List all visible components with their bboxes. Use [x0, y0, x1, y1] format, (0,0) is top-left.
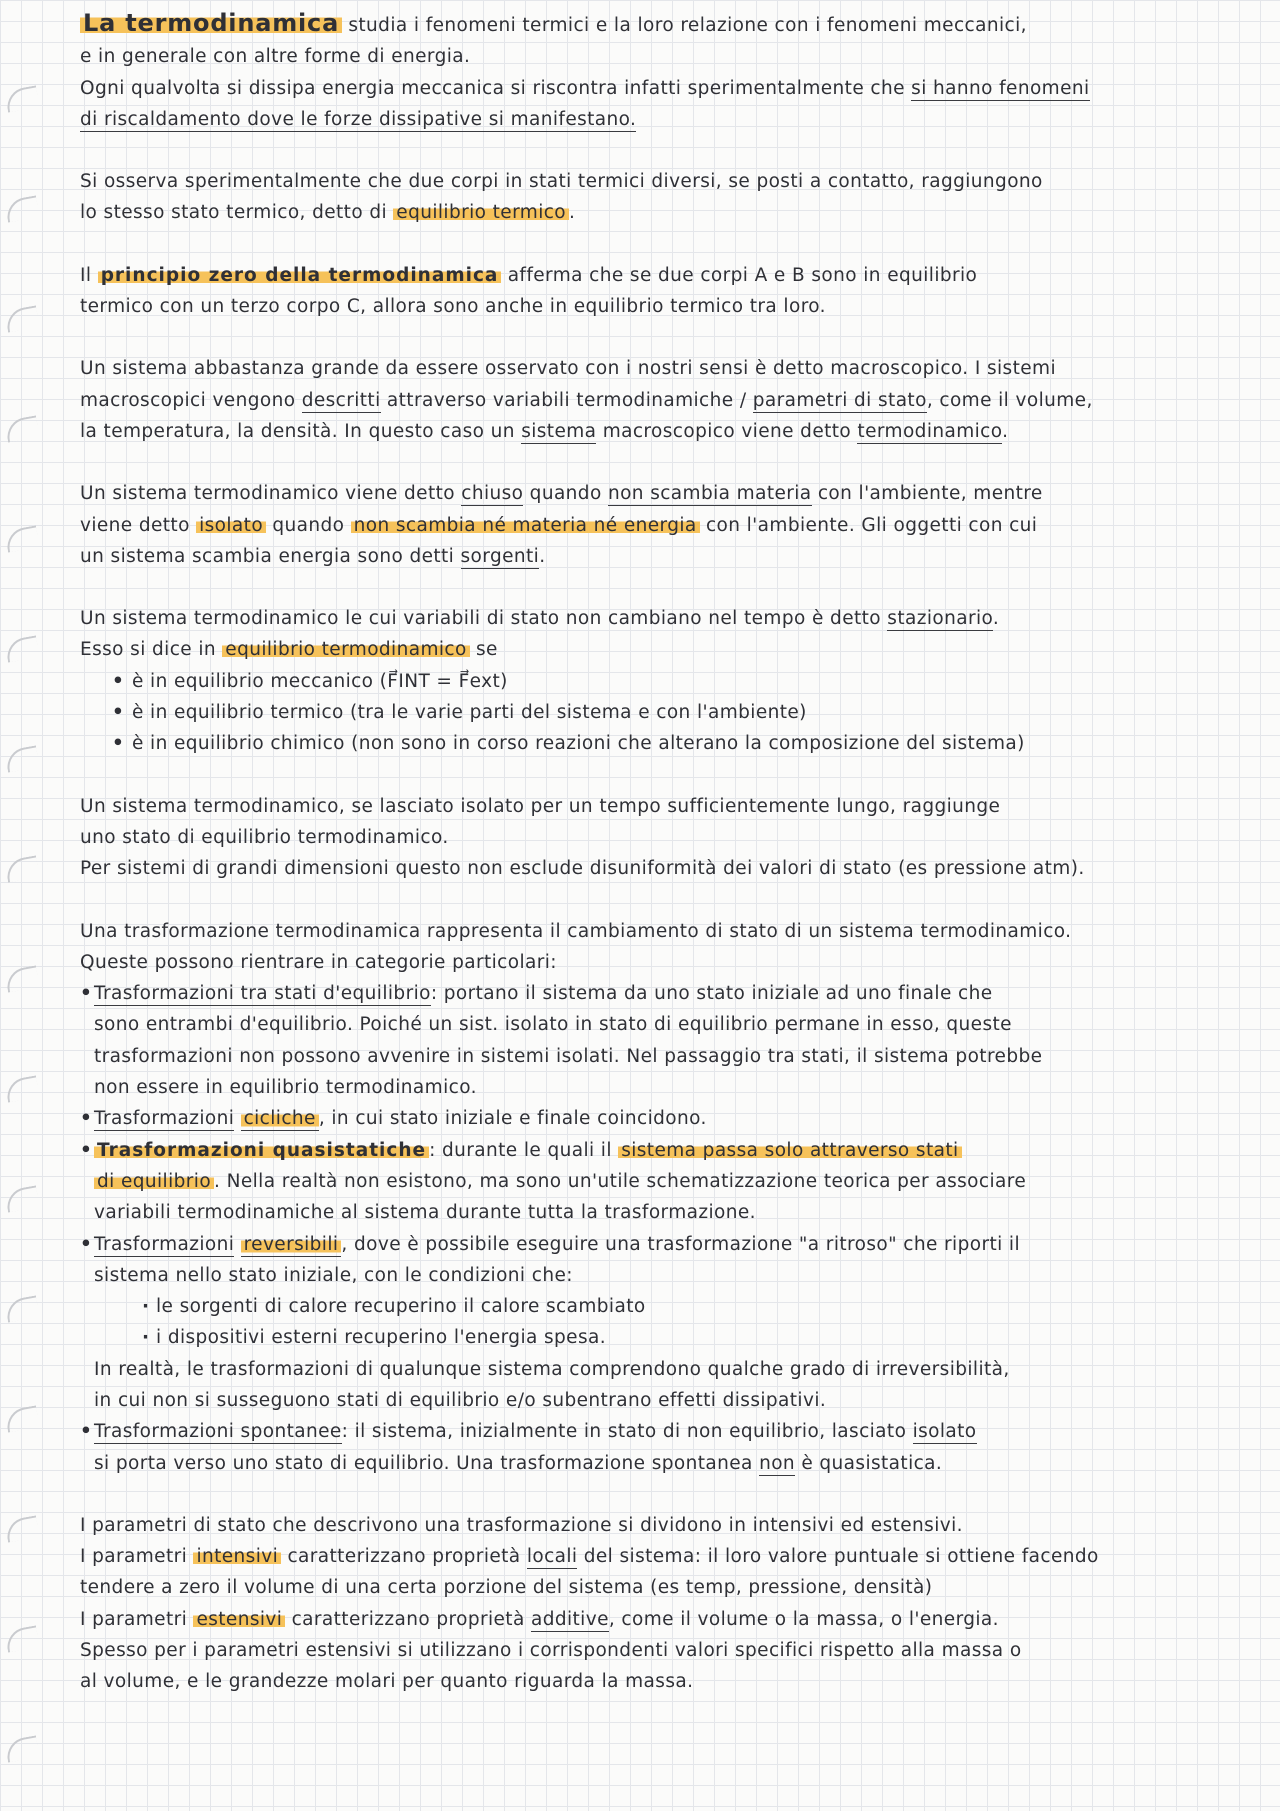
binding-ring: [4, 525, 39, 552]
binding-ring: [4, 305, 39, 332]
binding-ring: [4, 855, 39, 882]
binding-ring: [4, 745, 39, 772]
transformations-list: [80, 978, 1240, 1479]
list-item: · le sorgenti di calore recuperino il calore scambiato: [94, 1291, 1240, 1322]
binding-ring: [4, 1075, 39, 1102]
binding-ring: [4, 965, 39, 992]
notebook-binding: [0, 0, 60, 1811]
equilibrium-conditions-list: [80, 666, 1240, 760]
stationary-paragraph: Un sistema termodinamico le cui variabili di stato non cambiano nel tempo è detto stazionario. Esso si dice in equilibrio termodinamico se • è in equilibrio meccanico (F⃗INT = F⃗ext) • è in equilibrio termico (tra le varie parti del sistema e con l'ambiente) • è in equilibrio chimico (non sono in corso reazioni che alterano la composizione del sistema): [80, 603, 1240, 759]
page-title: La termodinamica: [80, 9, 342, 37]
binding-ring: [4, 195, 39, 222]
notes-page: [80, 8, 1240, 1798]
list-item: • è in equilibrio meccanico (F⃗INT = F⃗ext): [80, 666, 1240, 697]
binding-ring: [4, 1515, 39, 1542]
list-item: • Trasformazioni tra stati d'equilibrio: portano il sistema da uno stato iniziale ad uno finale che sono entrambi d'equilibrio. Poiché un sist. isolato in stato di equilibrio permane in esso, queste trasformazioni non possono avvenire in sistemi isolati. Nel passaggio tra stati, il sistema potrebbe non essere in equilibrio termodinamico.: [80, 978, 1240, 1103]
parameters-paragraph: I parametri di stato che descrivono una trasformazione si dividono in intensivi ed estensivi. I parametri intensivi caratterizzano proprietà locali del sistema: il loro valore puntuale si ottiene facendo tendere a zero il volume di una certa porzione del sistema (es temp, pressione, densità) I parametri estensivi caratterizzano proprietà additive, come il volume o la massa, o l'energia. Spesso per i parametri estensivi si utilizzano i corrispondenti valori specifici rispetto alla massa o al volume, e le grandezze molari per quanto riguarda la massa.: [80, 1514, 1099, 1693]
equilibrium-paragraph: Si osserva sperimentalmente che due corpi in stati termici diversi, se posti a contatto, raggiungono lo stesso stato termico, detto di equilibrio termico .: [80, 171, 1043, 224]
list-item: • è in equilibrio chimico (non sono in corso reazioni che alterano la composizione del sistema): [80, 728, 1240, 759]
list-item: • Trasformazioni quasistatiche : durante le quali il sistema passa solo attraverso stati di equilibrio . Nella realtà non esistono, ma sono un'utile schematizzazione teorica per associare variabili termodinamiche al sistema durante tutta la trasformazione.: [80, 1135, 1240, 1229]
binding-ring: [4, 1185, 39, 1212]
isolated-system-paragraph: Un sistema termodinamico, se lasciato isolato per un tempo sufficientemente lungo, raggiunge uno stato di equilibrio termodinamico. Per sistemi di grandi dimensioni questo non esclude disuniformità dei valori di stato (es pressione atm).: [80, 795, 1085, 880]
list-item: • Trasformazioni cicliche , in cui stato iniziale e finale coincidono.: [80, 1103, 1240, 1134]
transformations-paragraph: Una trasformazione termodinamica rappresenta il cambiamento di stato di un sistema termodinamico. Queste possono rientrare in categorie particolari: • Trasformazioni tra stati d'equilibrio: portano il sistema da uno stato iniziale ad uno finale che sono entrambi d'equilibrio. Poiché un sist. isolato in stato di equilibrio permane in esso, queste trasformazioni non possono avvenire in sistemi isolati. Nel passaggio tra stati, il sistema potrebbe non essere in equilibrio termodinamico. • Trasformazioni cicliche , in cui stato iniziale e finale coincidono. • Trasformazioni quasistatiche : durante le quali il sistema passa solo attraverso stati di equilibrio . Nella realtà non esistono, ma sono un'utile schematizzazione teorica per associare variabili termodinamiche al sistema durante tutta la trasformazione. • Trasformazioni reversibili , dove è possibile eseguire una trasformazione "a ritroso" che riporti il sistema nello stato iniziale, con le condizioni che: · le sorgenti di calore recuperino il calore scambiato · i dispositivi esterni recuperino l'energia spesa. In realtà, le trasformazioni di qualunque sistema comprendono qualche grado di irreversibilità, in cui non si susseguono stati di equilibrio e/o subentrano effetti dissipativi. • Trasformazioni spontanee: il sistema, inizialmente in stato di non equilibrio, lasciato isolato si porta verso uno stato di equilibrio. Una trasformazione spontanea non è quasistatica.: [80, 916, 1240, 1479]
list-item: · i dispositivi esterni recuperino l'energia spesa.: [94, 1322, 1240, 1353]
binding-ring: [4, 85, 39, 112]
binding-ring: [4, 1625, 39, 1652]
binding-ring: [4, 1295, 39, 1322]
binding-ring: [4, 415, 39, 442]
binding-ring: [4, 1405, 39, 1432]
closed-system-paragraph: Un sistema termodinamico viene detto chiuso quando non scambia materia con l'ambiente, mentre viene detto isolato quando non scambia né materia né energia con l'ambiente. Gli oggetti con cui un sistema scambia energia sono detti sorgenti.: [80, 483, 1043, 567]
binding-ring: [4, 635, 39, 662]
list-item: • Trasformazioni reversibili , dove è possibile eseguire una trasformazione "a ritroso" che riporti il sistema nello stato iniziale, con le condizioni che: · le sorgenti di calore recuperino il calore scambiato · i dispositivi esterni recuperino l'energia spesa. In realtà, le trasformazioni di qualunque sistema comprendono qualche grado di irreversibilità, in cui non si susseguono stati di equilibrio e/o subentrano effetti dissipativi.: [80, 1229, 1240, 1417]
system-paragraph: Un sistema abbastanza grande da essere osservato con i nostri sensi è detto macroscopico. I sistemi macroscopici vengono descritti attraverso variabili termodinamiche / parametri di stato, come il volume, la temperatura, la densità. In questo caso un sistema macroscopico viene detto termodinamico.: [80, 358, 1093, 442]
list-item: • Trasformazioni spontanee: il sistema, inizialmente in stato di non equilibrio, lasciato isolato si porta verso uno stato di equilibrio. Una trasformazione spontanea non è quasistatica.: [80, 1416, 1240, 1479]
binding-ring: [4, 1735, 39, 1762]
zeroth-law-paragraph: Il principio zero della termodinamica afferma che se due corpi A e B sono in equilibrio termico con un terzo corpo C, allora sono anche in equilibrio termico tra loro.: [80, 264, 978, 318]
intro-paragraph: La termodinamica studia i fenomeni termici e la loro relazione con i fenomeni meccanici, e in generale con altre forme di energia. Ogni qualvolta si dissipa energia meccanica si riscontra infatti sperimentalmente che si hanno fenomeni di riscaldamento dove le forze dissipative si manifestano.: [80, 9, 1090, 130]
list-item: • è in equilibrio termico (tra le varie parti del sistema e con l'ambiente): [80, 697, 1240, 728]
